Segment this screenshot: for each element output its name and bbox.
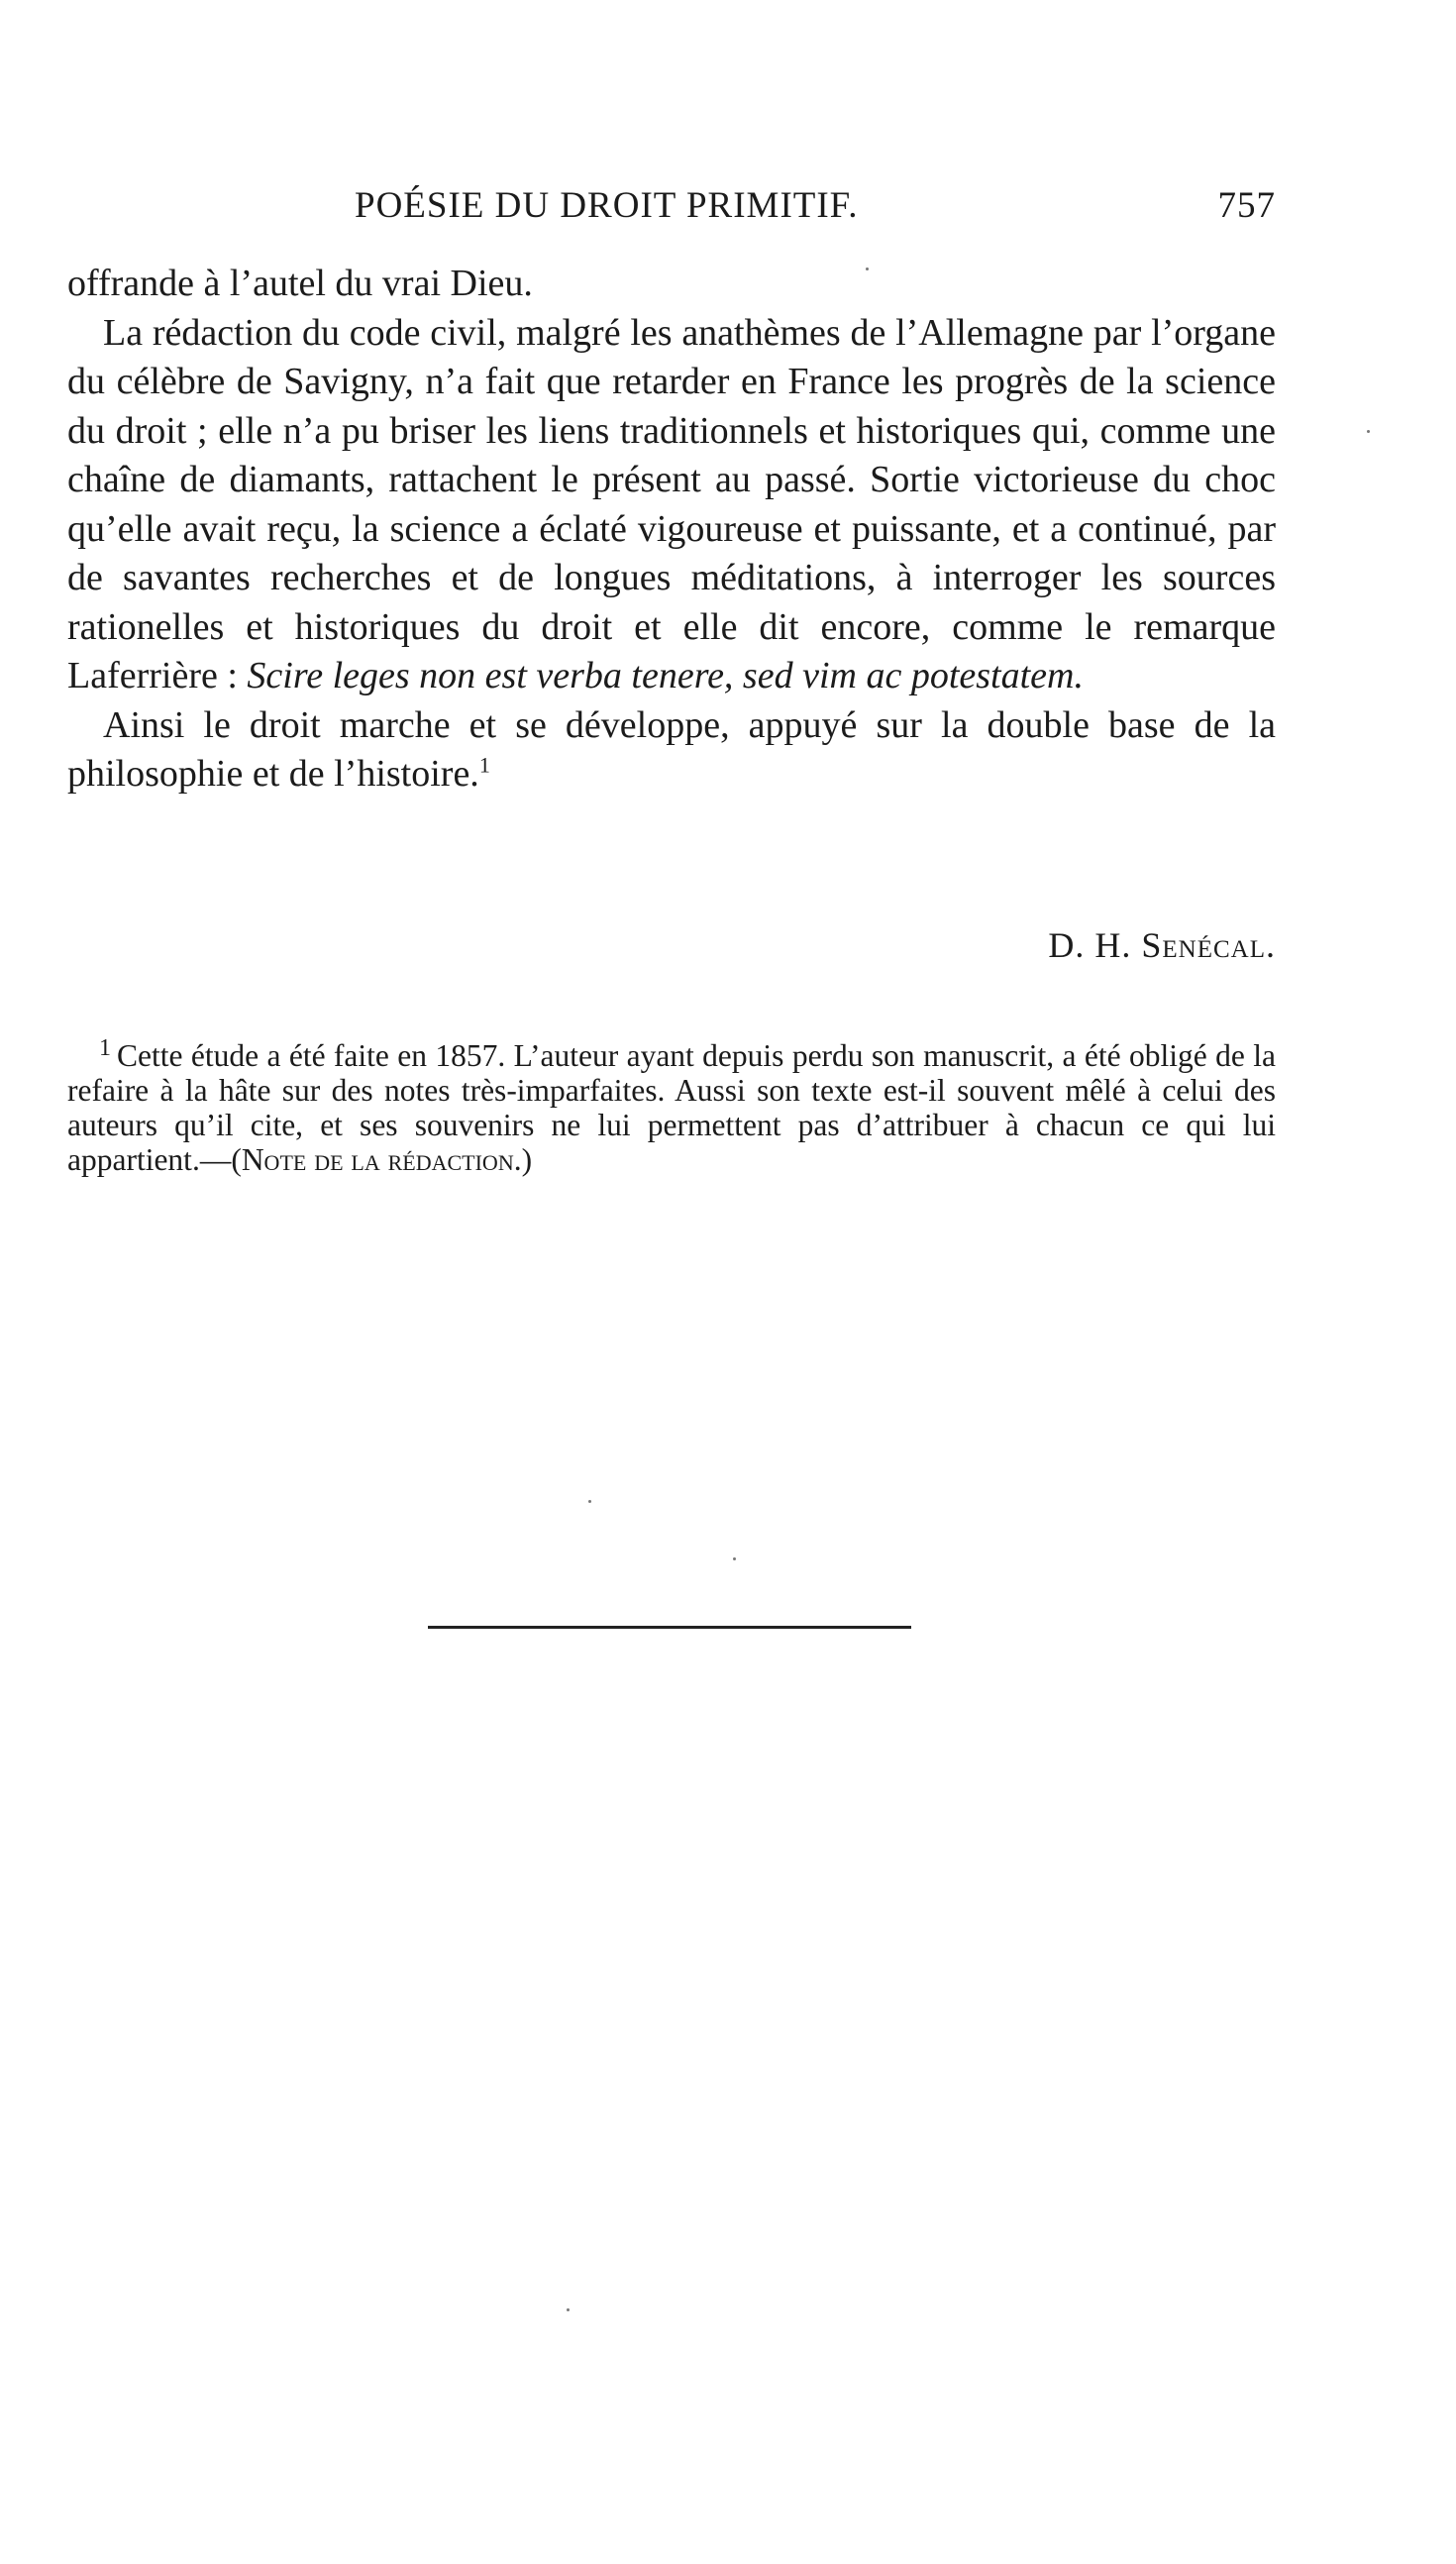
paper-speck: [588, 1500, 591, 1503]
footnote-paragraph: [67, 1034, 1276, 1177]
paper-speck: [866, 267, 869, 270]
paper-speck: [1367, 430, 1370, 433]
author-surname: Senécal.: [1141, 925, 1276, 965]
editorial-note-label: Note de la rédaction.: [241, 1142, 522, 1177]
author-signature: [1048, 921, 1276, 969]
paragraph-conclusion: [67, 701, 1276, 800]
author-initials: D. H.: [1048, 925, 1132, 965]
paragraph-conclusion-text: Ainsi le droit marche et se développe, appuyé sur la double base de la philosophie et de l’histoire.: [67, 703, 1276, 795]
running-title: POÉSIE DU DROIT PRIMITIF.: [355, 185, 859, 226]
paper-speck: [567, 2308, 570, 2311]
footnote: [67, 1034, 1276, 1177]
paper-speck: [733, 1557, 736, 1560]
body-text: [67, 260, 1276, 800]
footnote-number: 1: [99, 1034, 111, 1061]
footnote-text: Cette étude a été faite en 1857. L’auteur ayant depuis perdu son manuscrit, a été obligé de la refaire à la hâte sur des notes très-imparfaites. Aussi son texte est-il souvent mêlé à celui des auteurs qu’il cite, et ses souvenirs ne lui permettent pas d’attribuer à chacun ce qui lui appartient.—(: [67, 1038, 1276, 1177]
paragraph-continuation: offrande à l’autel du vrai Dieu.: [67, 263, 533, 304]
paragraph-code-civil-text: La rédaction du code civil, malgré les anathèmes de l’Allemagne par l’organe du célèbre de Savigny, n’a fait que retarder en France les progrès de la science du droit ; elle n’a pu briser les liens traditionnels et historiques qui, comme une chaîne de diamants, rattachent le présent au passé. Sortie victorieuse du choc qu’elle avait reçu, la science a éclaté vigoureuse et puissante, et a continué, par de savantes recherches et de longues méditations, à interroger les sources rationelles et historiques du droit et elle dit encore, comme le remarque Laferrière :: [67, 311, 1276, 696]
footnote-reference: 1: [478, 752, 490, 778]
footnote-close: ): [521, 1142, 533, 1177]
end-rule: [428, 1626, 911, 1629]
page-number: 757: [1217, 185, 1276, 226]
latin-quotation: Scire leges non est verba tenere, sed vim ac potestatem.: [247, 655, 1084, 696]
paragraph-code-civil: [67, 309, 1276, 701]
